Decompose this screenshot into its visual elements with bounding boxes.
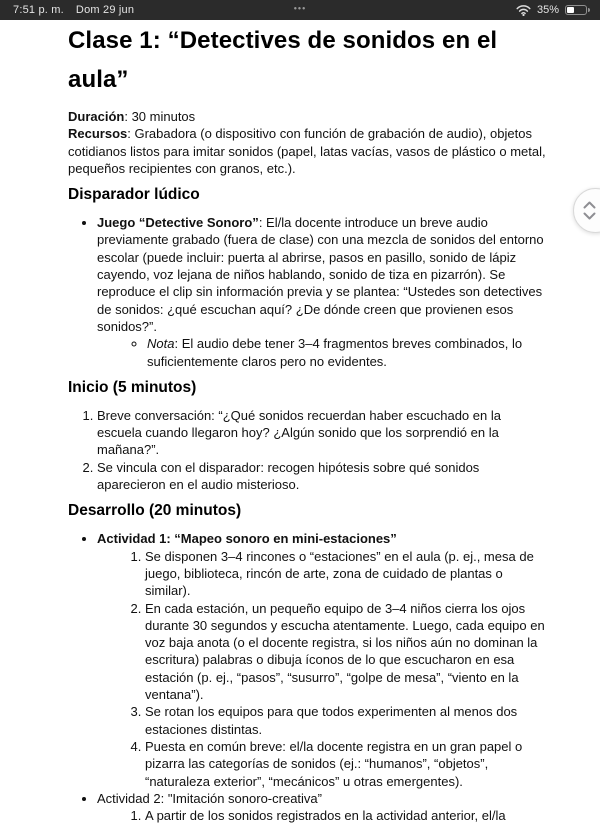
list-item: 2. En cada estación, un pequeño equipo de 3–4 niños cierra los ojos durante 30 segundos y escucha atentamente. Luego, cada equipo en voz baja anota (o el docente registra, si los niños aún no dominan la escritura) palabras o dibuja íconos de lo que escucharon en esa estación (p. ej., “pasos”, “susurro”, “golpe de mesa”, “viento en la ventana”).: [145, 600, 548, 704]
list-item: 1. Breve conversación: “¿Qué sonidos recuerdan haber escuchado en la escuela cuando llegaron hoy? ¿Algún sonido que los sorprendió en la mañana?”.: [97, 407, 548, 459]
list-item: [97, 530, 548, 789]
resources-label: Recursos: [68, 126, 128, 142]
list-item: • Juego “Detective Sonoro”: El/la docente introduce un breve audio previamente grabado (fuera de clase) con una mezcla de sonidos del entorno escolar (puede incluir: puerta al abrirse, pasos en pasillo, sonido de lápiz cayendo, voz lejana de niños hablando, sonido de tiza en pizarrón). Se reproduce el clip sin información previa y se plantea: “Ustedes son detectives de sonidos: ¿qué escuchan aquí? ¿De dónde creen que provienen esos sonidos?”. ◦ Nota: El audio debe tener 3–4 fragmentos breves combinados, lo suficientemente claros pero no evidentes.: [97, 214, 548, 370]
clock: [13, 4, 134, 16]
heading-desarrollo: Desarrollo (20 minutos): [68, 502, 242, 520]
game-label: Juego “Detective Sonoro”: [97, 215, 259, 231]
list-item: 1. Se disponen 3–4 rincones o “estaciones” en el aula (p. ej., mesa de juego, biblioteca, rincón de arte, zona de cuidado de plantas o similar).: [145, 548, 548, 600]
status-bar: [0, 0, 600, 20]
battery-icon: [565, 5, 587, 16]
activity1-steps: [97, 548, 548, 790]
desarrollo-list: [68, 530, 548, 824]
list-item: 4. Puesta en común breve: el/la docente registra en un gran papel o pizarra las categorías de sonidos (ej.: “humanos”, “objetos”, “naturaleza exterior”, “mecánicos” u otras emergentes).: [145, 738, 548, 790]
wifi-icon: [516, 5, 531, 16]
list-item: 3. Se rotan los equipos para que todos experimenten al menos dos estaciones distintas.: [145, 703, 548, 738]
list-item: 2. Se vincula con el disparador: recogen hipótesis sobre qué sonidos aparecieron en el audio misterioso.: [97, 459, 548, 494]
note-list: [97, 335, 548, 370]
activity2-label: Actividad 2: "Imitación sonoro-creativa”: [97, 790, 322, 806]
meta-block: [68, 108, 548, 177]
battery-percent: 35%: [536, 4, 559, 16]
multitask-indicator-icon[interactable]: •••: [293, 3, 307, 14]
disparador-list: [68, 214, 548, 370]
inicio-list: [68, 407, 548, 493]
note-label: Nota: [147, 336, 175, 352]
chevron-down-icon[interactable]: [583, 212, 596, 220]
document-canvas[interactable]: [0, 21, 600, 824]
heading-inicio: Inicio (5 minutos): [68, 378, 197, 396]
activity1-label: Actividad 1: “Mapeo sonoro en mini-estaciones”: [97, 531, 397, 547]
chevron-up-icon[interactable]: [583, 201, 596, 209]
heading-disparador: Disparador lúdico: [68, 186, 200, 204]
status-date: Dom 29 jun: [75, 4, 135, 16]
list-item: 1. A partir de los sonidos registrados en la actividad anterior, el/la: [145, 807, 548, 824]
activity2-steps: [97, 807, 548, 824]
list-item: [97, 790, 548, 824]
page-title: Clase 1: “Detectives de sonidos en el aula”: [68, 27, 498, 93]
meta-resources: Recursos: Grabadora (o dispositivo con función de grabación de audio), objetos cotidianos listos para imitar sonidos (papel, latas vacías, vasos de plástico o metal, pequeños recipientes con granos, etc.).: [68, 126, 546, 176]
duration-label: Duración: [68, 109, 125, 124]
status-time: 7:51 p. m.: [13, 4, 64, 16]
meta-duration: Duración: 30 minutos: [68, 109, 196, 124]
list-item: ◦ Nota: El audio debe tener 3–4 fragmentos breves combinados, lo suficientemente claros pero no evidentes.: [147, 335, 548, 370]
